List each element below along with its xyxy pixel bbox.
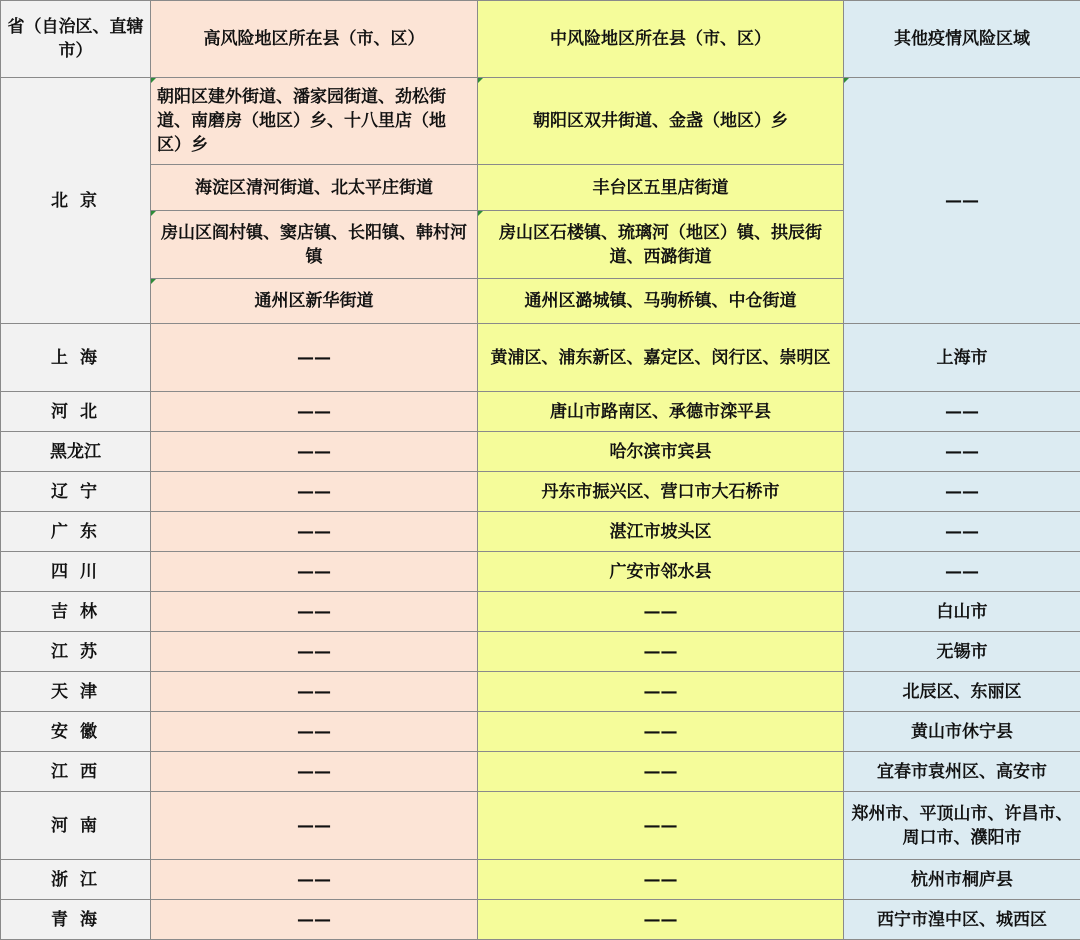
mid-risk-cell: 唐山市路南区、承德市滦平县: [478, 392, 844, 432]
table-row: [1, 672, 1080, 712]
mid-risk-cell: 房山区石楼镇、琉璃河（地区）镇、拱辰街道、西潞街道: [478, 211, 844, 279]
other-risk-cell: 杭州市桐庐县: [844, 860, 1080, 900]
other-risk-cell: 郑州市、平顶山市、许昌市、周口市、濮阳市: [844, 792, 1080, 860]
province-cell: 天 津: [1, 672, 151, 712]
other-risk-cell: 白山市: [844, 592, 1080, 632]
other-risk-cell: ——: [844, 552, 1080, 592]
high-risk-cell: ——: [151, 900, 478, 940]
table-row: [1, 512, 1080, 552]
province-cell: 黑龙江: [1, 432, 151, 472]
high-risk-cell: ——: [151, 752, 478, 792]
mid-risk-cell: ——: [478, 632, 844, 672]
table-row: [1, 392, 1080, 432]
high-risk-cell: ——: [151, 324, 478, 392]
high-risk-cell: 海淀区清河街道、北太平庄街道: [151, 165, 478, 211]
table-row: [1, 792, 1080, 860]
province-cell: 安 徽: [1, 712, 151, 752]
province-cell: 江 西: [1, 752, 151, 792]
header-row: [1, 1, 1080, 78]
mid-risk-cell: 黄浦区、浦东新区、嘉定区、闵行区、崇明区: [478, 324, 844, 392]
province-cell: 河 南: [1, 792, 151, 860]
mid-risk-cell: 广安市邻水县: [478, 552, 844, 592]
mid-risk-cell: 通州区潞城镇、马驹桥镇、中仓街道: [478, 279, 844, 324]
other-risk-cell: 西宁市湟中区、城西区: [844, 900, 1080, 940]
province-cell: 广 东: [1, 512, 151, 552]
mid-risk-cell: ——: [478, 672, 844, 712]
high-risk-cell: 朝阳区建外街道、潘家园街道、劲松街道、南磨房（地区）乡、十八里店（地区）乡: [151, 78, 478, 165]
high-risk-cell: ——: [151, 432, 478, 472]
table-row: [1, 860, 1080, 900]
header-high-risk: 高风险地区所在县（市、区）: [151, 1, 478, 78]
mid-risk-cell: 丰台区五里店街道: [478, 165, 844, 211]
mid-risk-cell: 湛江市坡头区: [478, 512, 844, 552]
mid-risk-cell: 丹东市振兴区、营口市大石桥市: [478, 472, 844, 512]
mid-risk-cell: ——: [478, 900, 844, 940]
header-other-risk: 其他疫情风险区域: [844, 1, 1080, 78]
province-cell: 辽 宁: [1, 472, 151, 512]
table-row: [1, 752, 1080, 792]
other-risk-cell: 宜春市袁州区、高安市: [844, 752, 1080, 792]
table-row: [1, 552, 1080, 592]
province-cell: 浙 江: [1, 860, 151, 900]
mid-risk-cell: ——: [478, 592, 844, 632]
table-row: [1, 324, 1080, 392]
mid-risk-cell: 哈尔滨市宾县: [478, 432, 844, 472]
high-risk-cell: ——: [151, 472, 478, 512]
high-risk-cell: ——: [151, 792, 478, 860]
high-risk-cell: ——: [151, 712, 478, 752]
province-cell: 河 北: [1, 392, 151, 432]
table-row: [1, 592, 1080, 632]
table-row: [1, 432, 1080, 472]
table-row-beijing-1: [1, 78, 1080, 165]
mid-risk-cell: ——: [478, 792, 844, 860]
high-risk-cell: ——: [151, 552, 478, 592]
other-risk-cell: 黄山市休宁县: [844, 712, 1080, 752]
high-risk-cell: ——: [151, 632, 478, 672]
other-risk-cell: 无锡市: [844, 632, 1080, 672]
province-cell: 上 海: [1, 324, 151, 392]
mid-risk-cell: 朝阳区双井街道、金盏（地区）乡: [478, 78, 844, 165]
table-row: [1, 712, 1080, 752]
province-cell: 四 川: [1, 552, 151, 592]
other-risk-cell: 北辰区、东丽区: [844, 672, 1080, 712]
mid-risk-cell: ——: [478, 752, 844, 792]
other-risk-cell: ——: [844, 432, 1080, 472]
table-row: [1, 472, 1080, 512]
high-risk-cell: ——: [151, 860, 478, 900]
table-row: [1, 632, 1080, 672]
province-cell: 青 海: [1, 900, 151, 940]
high-risk-cell: ——: [151, 512, 478, 552]
province-cell-beijing: 北 京: [1, 78, 151, 324]
high-risk-cell: 通州区新华街道: [151, 279, 478, 324]
mid-risk-cell: ——: [478, 712, 844, 752]
mid-risk-cell: ——: [478, 860, 844, 900]
high-risk-cell: ——: [151, 672, 478, 712]
other-risk-cell: ——: [844, 392, 1080, 432]
other-risk-cell: ——: [844, 472, 1080, 512]
high-risk-cell: ——: [151, 392, 478, 432]
other-risk-cell-beijing: ——: [844, 78, 1080, 324]
high-risk-cell: 房山区阎村镇、窦店镇、长阳镇、韩村河镇: [151, 211, 478, 279]
header-province: 省（自治区、直辖市）: [1, 1, 151, 78]
other-risk-cell: ——: [844, 512, 1080, 552]
other-risk-cell: 上海市: [844, 324, 1080, 392]
header-mid-risk: 中风险地区所在县（市、区）: [478, 1, 844, 78]
province-cell: 吉 林: [1, 592, 151, 632]
high-risk-cell: ——: [151, 592, 478, 632]
province-cell: 江 苏: [1, 632, 151, 672]
